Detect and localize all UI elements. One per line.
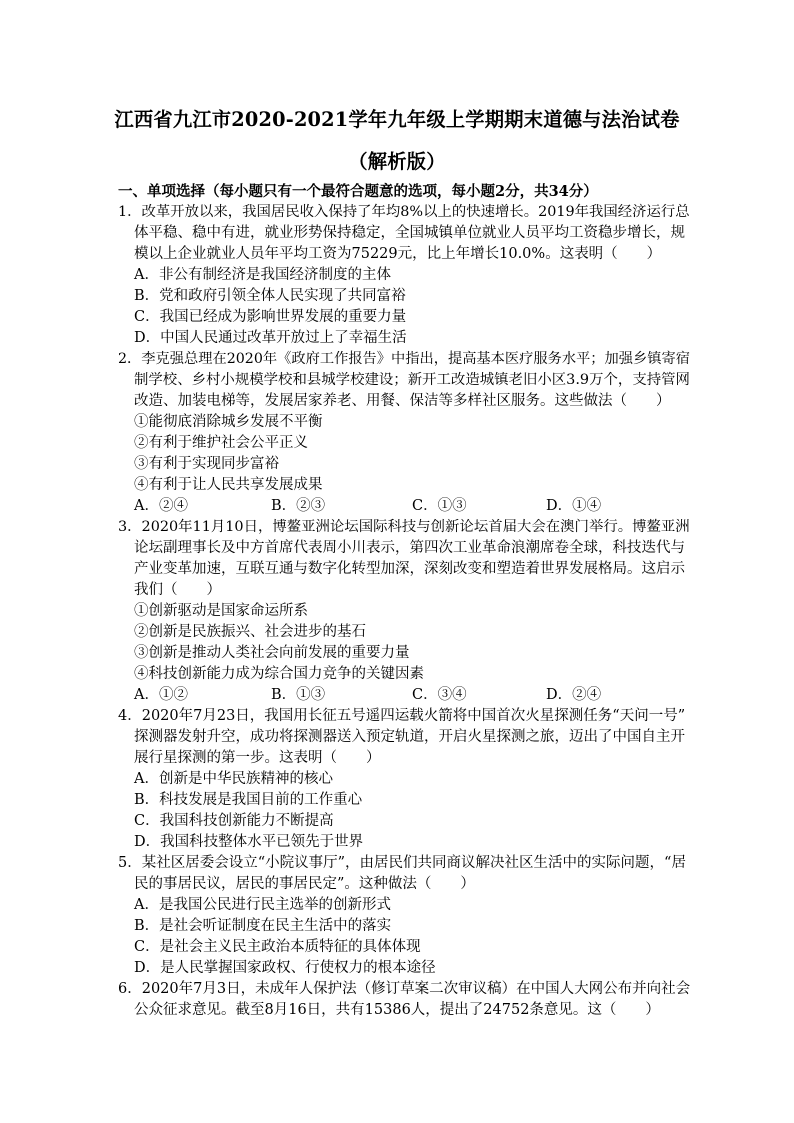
question-3-stem: 我们（ ）	[134, 582, 221, 598]
question-4-stem: 4．2020年7月23日，我国用长征五号遥四运载火箭将中国首次火星探测任务“天问一号”	[118, 708, 686, 724]
question-4-option-c: C．我国科技创新能力不断提高	[134, 813, 334, 829]
question-1-option-b: B．党和政府引领全体人民实现了共同富裕	[134, 288, 406, 304]
question-5-option-a: A．是我国公民进行民主选举的创新形式	[134, 897, 391, 913]
question-2-statement: ③有利于实现同步富裕	[134, 456, 279, 472]
question-2-option-c: C．①③	[412, 498, 467, 514]
question-3-option-b: B．①③	[271, 687, 326, 703]
question-5-stem: 民的事居民议，居民的事居民定”。这种做法（ ）	[134, 876, 475, 892]
question-6-stem: 6．2020年7月3日，未成年人保护法（修订草案二次审议稿）在中国人大网公布并向社会	[118, 981, 691, 997]
question-2-stem: 制学校、乡村小规模学校和县城学校建设；新开工改造城镇老旧小区3.9万个，支持管网	[134, 372, 690, 388]
question-3-options	[134, 685, 674, 705]
question-4-option-d: D．我国科技整体水平已领先于世界	[134, 834, 364, 850]
question-3-stem: 3．2020年11月10日，博鳌亚洲论坛国际科技与创新论坛首届大会在澳门举行。博鳌亚洲	[118, 519, 690, 535]
question-3-statement: ②创新是民族振兴、社会进步的基石	[134, 624, 366, 640]
question-2-option-b: B．②③	[271, 498, 326, 514]
question-1-option-a: A．非公有制经济是我国经济制度的主体	[134, 267, 391, 283]
question-3-stem: 论坛副理事长及中方首席代表周小川表示，第四次工业革命浪潮席卷全球，科技迭代与	[134, 540, 685, 556]
question-2-options	[134, 496, 674, 516]
section-heading: 一、单项选择（每小题只有一个最符合题意的选项，每小题2分，共34分）	[118, 183, 598, 200]
question-3-statement: ③创新是推动人类社会向前发展的重要力量	[134, 645, 410, 661]
question-1-option-d: D．中国人民通过改革开放过上了幸福生活	[134, 330, 407, 346]
question-2-statement: ④有利于让人民共享发展成果	[134, 477, 323, 493]
question-3-statement: ④科技创新能力成为综合国力竞争的关键因素	[134, 666, 424, 682]
question-2-stem: 2．李克强总理在2020年《政府工作报告》中指出，提高基本医疗服务水平；加强乡镇寄宿	[118, 351, 690, 367]
question-2-option-d: D．①④	[546, 498, 602, 514]
question-2-statement: ①能彻底消除城乡发展不平衡	[134, 414, 323, 430]
question-3-option-d: D．②④	[546, 687, 602, 703]
question-4-stem: 展行星探测的第一步。这表明（ ）	[134, 750, 381, 766]
question-3-option-c: C．③④	[412, 687, 467, 703]
question-4-stem: 探测器发射升空，成功将探测器送入预定轨道，开启火星探测之旅，迈出了中国自主开	[134, 729, 685, 745]
doc-subtitle: （解析版）	[348, 150, 446, 173]
question-1-option-c: C．我国已经成为影响世界发展的重要力量	[134, 309, 407, 325]
question-2-option-a: A．②④	[134, 498, 188, 514]
question-5-stem: 5．某社区居委会设立“小院议事厅”，由居民们共同商议解决社区生活中的实际问题，“居	[118, 855, 686, 871]
question-5-option-b: B．是社会听证制度在民主生活中的落实	[134, 918, 392, 934]
question-4-option-a: A．创新是中华民族精神的核心	[134, 771, 333, 787]
question-1-stem: 模以上企业就业人员年平均工资为75229元，比上年增长10.0%。这表明（ ）	[134, 246, 662, 262]
question-2-stem: 改造、加装电梯等，发展居家养老、用餐、保洁等多样社区服务。这些做法（ ）	[134, 393, 671, 409]
question-5-option-c: C．是社会主义民主政治本质特征的具体体现	[134, 939, 421, 955]
question-3-stem: 产业变革加速，互联互通与数字化转型加深，深刻改变和塑造着世界发展格局。这启示	[134, 561, 685, 577]
question-3-option-a: A．①②	[134, 687, 188, 703]
question-5-option-d: D．是人民掌握国家政权、行使权力的根本途径	[134, 960, 436, 976]
doc-title: 江西省九江市2020-2021学年九年级上学期期末道德与法治试卷	[114, 108, 680, 131]
question-4-option-b: B．科技发展是我国目前的工作重心	[134, 792, 363, 808]
question-2-statement: ②有利于维护社会公平正义	[134, 435, 308, 451]
question-1-stem: 体平稳、稳中有进，就业形势保持稳定，全国城镇单位就业人员平均工资稳步增长，规	[134, 225, 685, 241]
question-6-stem: 公众征求意见。截至8月16日，共有15386人，提出了24752条意见。这（ ）	[134, 1002, 660, 1018]
question-3-statement: ①创新驱动是国家命运所系	[134, 603, 308, 619]
question-1-stem: 1．改革开放以来，我国居民收入保持了年均8%以上的快速增长。2019年我国经济运行总	[118, 204, 690, 220]
